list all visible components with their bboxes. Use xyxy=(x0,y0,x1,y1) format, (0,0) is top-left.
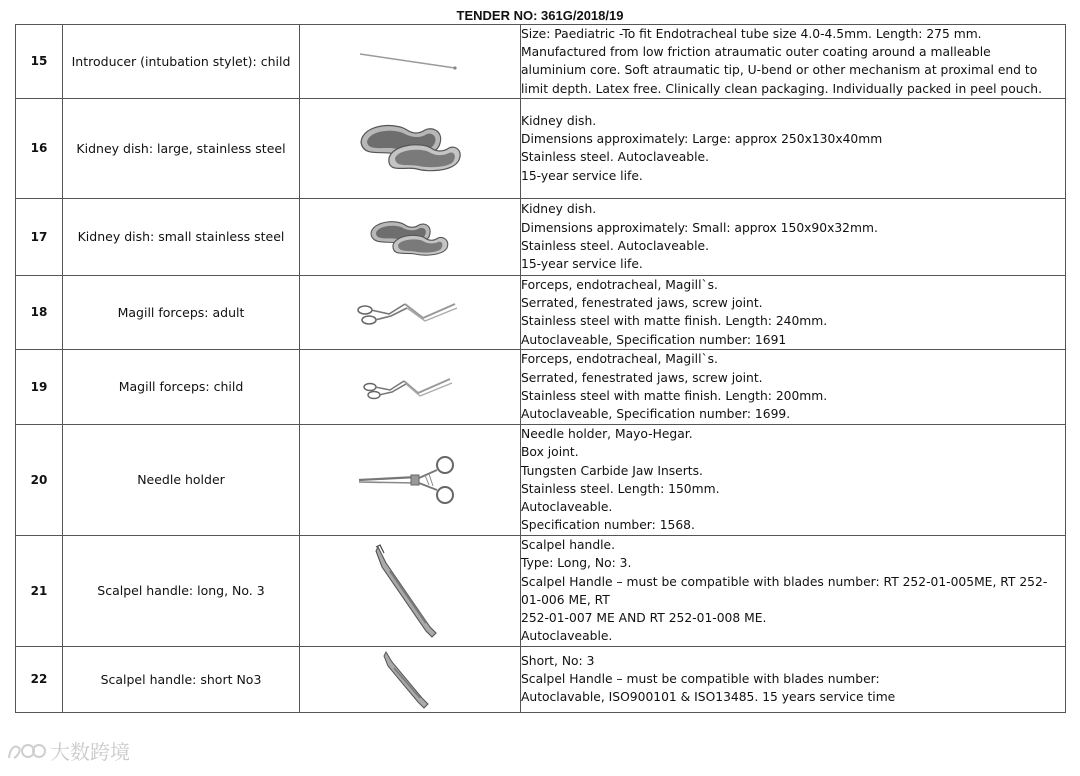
watermark-text: 大数跨境 xyxy=(50,740,130,764)
item-image xyxy=(300,198,521,275)
spec-line: 15-year service life. xyxy=(521,168,643,183)
spec-line: aluminium core. Soft atraumatic tip, U-bend or other mechanism at proximal end to xyxy=(521,63,1038,78)
spec-line: Specification number: 1568. xyxy=(521,518,695,533)
item-number: 19 xyxy=(16,349,63,424)
table-row xyxy=(16,646,1066,712)
spec-line: Type: Long, No: 3. xyxy=(521,556,632,571)
table-row xyxy=(16,349,1066,424)
item-name: Introducer (intubation stylet): child xyxy=(63,25,300,99)
spec-line: Forceps, endotracheal, Magill`s. xyxy=(521,277,718,292)
spec-line: Dimensions approximately: Small: approx 150x90x32mm. xyxy=(521,220,878,235)
spec-line: Autoclaveable, Specification number: 1699. xyxy=(521,407,791,422)
scalpel-handle-icon xyxy=(380,648,440,710)
spec-line: Stainless steel. Length: 150mm. xyxy=(521,481,720,496)
spec-line: Autoclavable, ISO900101 & ISO13485. 15 years service time xyxy=(521,690,896,705)
spec-line: Autoclaveable, Specification number: 1691 xyxy=(521,332,787,347)
spec-line: Scalpel Handle – must be compatible with blades number: xyxy=(521,672,880,687)
item-image xyxy=(300,349,521,424)
spec-line: Size: Paediatric -To fit Endotracheal tube size 4.0-4.5mm. Length: 275 mm. xyxy=(521,27,982,41)
item-name: Scalpel handle: long, No. 3 xyxy=(63,535,300,646)
spec-line: Autoclaveable. xyxy=(521,629,613,644)
item-image xyxy=(300,424,521,535)
spec-line: Box joint. xyxy=(521,445,579,460)
item-image xyxy=(300,646,521,712)
item-number: 21 xyxy=(16,535,63,646)
table-row xyxy=(16,198,1066,275)
item-spec xyxy=(521,535,1066,646)
stylet-icon xyxy=(355,46,465,76)
item-spec xyxy=(521,349,1066,424)
item-name: Magill forceps: adult xyxy=(63,275,300,349)
item-name: Scalpel handle: short No3 xyxy=(63,646,300,712)
item-name: Kidney dish: small stainless steel xyxy=(63,198,300,275)
spec-line: limit depth. Latex free. Clinically clean packaging. Individually packed in peel pouch. xyxy=(521,81,1043,96)
tender-spec-table xyxy=(15,24,1066,713)
spec-line: Scalpel handle. xyxy=(521,538,616,553)
item-spec xyxy=(521,424,1066,535)
table-row xyxy=(16,98,1066,198)
magill-forceps-icon xyxy=(355,290,465,334)
table-row xyxy=(16,275,1066,349)
spec-line: Kidney dish. xyxy=(521,113,597,128)
item-number: 16 xyxy=(16,98,63,198)
spec-line: Stainless steel with matte finish. Length: 240mm. xyxy=(521,314,828,329)
watermark-logo-icon xyxy=(6,738,46,764)
spec-line: Stainless steel. Autoclaveable. xyxy=(521,238,710,253)
item-spec xyxy=(521,98,1066,198)
spec-line: Scalpel Handle – must be compatible with blades number: RT 252-01-005ME, RT 252- xyxy=(521,574,1048,589)
spec-line: Stainless steel. Autoclaveable. xyxy=(521,150,710,165)
document-title: TENDER NO: 361G/2018/19 xyxy=(456,8,624,23)
item-image xyxy=(300,98,521,198)
spec-line: Autoclaveable. xyxy=(521,500,613,515)
item-image xyxy=(300,275,521,349)
item-spec xyxy=(521,198,1066,275)
spec-line: Dimensions approximately: Large: approx 250x130x40mm xyxy=(521,132,883,147)
spec-line: 01-006 ME, RT xyxy=(521,592,610,607)
spec-line: Manufactured from low friction atraumatic outer coating around a malleable xyxy=(521,45,991,60)
spec-line: Serrated, fenestrated jaws, screw joint. xyxy=(521,370,763,385)
spec-line: Forceps, endotracheal, Magill`s. xyxy=(521,352,718,367)
item-name: Needle holder xyxy=(63,424,300,535)
spec-line: Serrated, fenestrated jaws, screw joint. xyxy=(521,296,763,311)
spec-line: Short, No: 3 xyxy=(521,654,595,668)
item-number: 22 xyxy=(16,646,63,712)
spec-line: Stainless steel with matte finish. Length: 200mm. xyxy=(521,388,828,403)
item-spec xyxy=(521,25,1066,99)
item-spec xyxy=(521,275,1066,349)
table-row xyxy=(16,535,1066,646)
item-image xyxy=(300,25,521,99)
needle-holder-icon xyxy=(355,450,465,510)
spec-line: 252-01-007 ME AND RT 252-01-008 ME. xyxy=(521,611,767,626)
item-number: 18 xyxy=(16,275,63,349)
spec-line: Kidney dish. xyxy=(521,202,597,217)
scalpel-handle-icon xyxy=(370,541,450,641)
item-image xyxy=(300,535,521,646)
item-number: 17 xyxy=(16,198,63,275)
spec-line: Needle holder, Mayo-Hegar. xyxy=(521,427,693,442)
table-row xyxy=(16,424,1066,535)
magill-forceps-icon xyxy=(360,367,460,407)
watermark xyxy=(6,736,130,765)
spec-line: Tungsten Carbide Jaw Inserts. xyxy=(521,463,703,478)
item-name: Kidney dish: large, stainless steel xyxy=(63,98,300,198)
item-number: 15 xyxy=(16,25,63,99)
item-spec xyxy=(521,646,1066,712)
item-number: 20 xyxy=(16,424,63,535)
table-row xyxy=(16,25,1066,99)
kidney-dish-icon xyxy=(365,215,455,259)
spec-line: 15-year service life. xyxy=(521,257,643,272)
item-name: Magill forceps: child xyxy=(63,349,300,424)
kidney-dish-icon xyxy=(355,118,465,178)
